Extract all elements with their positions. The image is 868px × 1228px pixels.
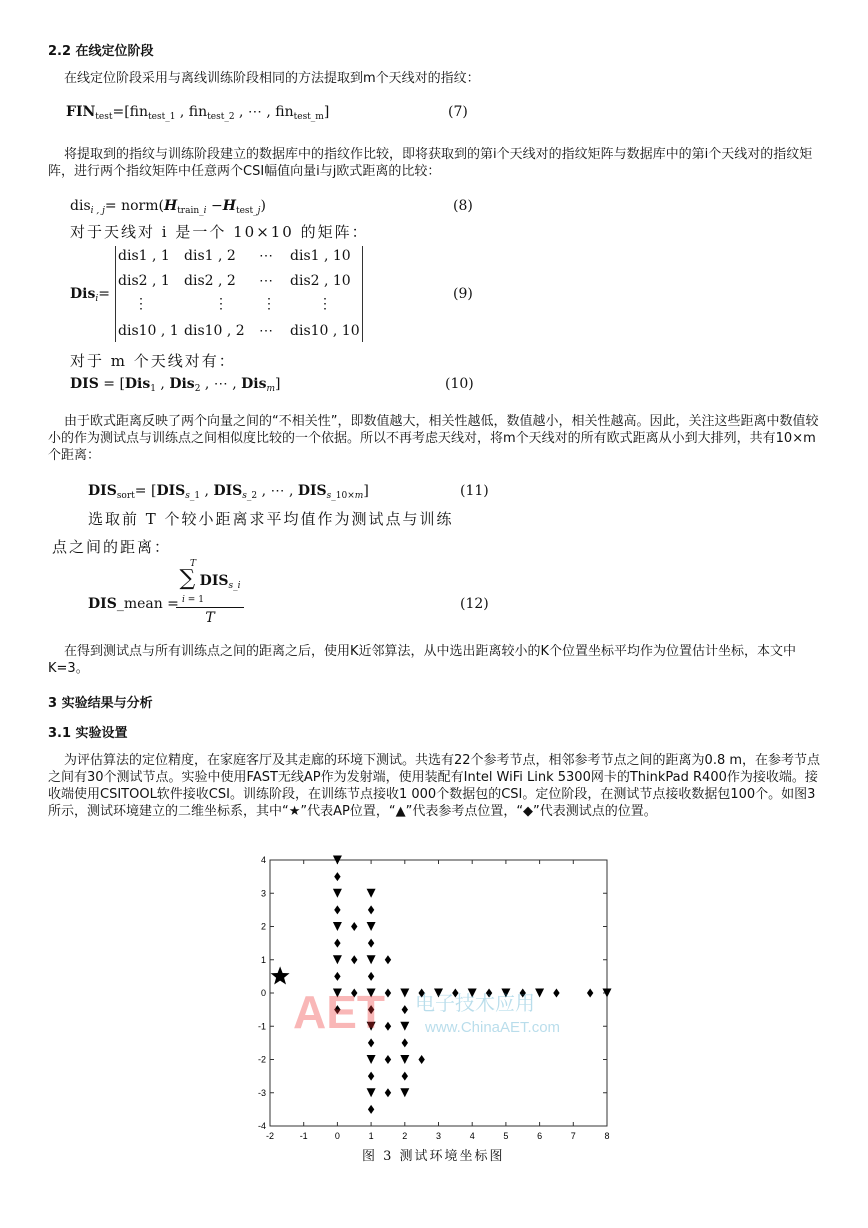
matrix-cell: ⋮ — [262, 296, 276, 312]
y-tick-label: 4 — [260, 855, 266, 865]
reference-point-marker — [367, 922, 376, 931]
test-point-marker — [587, 989, 593, 998]
x-tick-label: 5 — [503, 1131, 509, 1141]
test-point-marker — [385, 1022, 391, 1031]
test-point-marker — [351, 955, 357, 964]
matrix-cell: dis2 , 1 — [118, 273, 170, 289]
test-point-marker — [368, 939, 374, 948]
paragraph-compare: 将提取到的指纹与训练阶段建立的数据库中的指纹作比较，即将获取到的第i个天线对的指纹矩阵与数据库中的第i个天线对的指纹矩阵，进行两个指纹矩阵中任意两个CSI幅值向量i与j欧式距离的比较： — [48, 147, 813, 179]
y-tick-label: 2 — [260, 921, 266, 932]
test-point-marker — [334, 872, 340, 881]
reference-point-marker — [333, 922, 342, 931]
equation-number: (10) — [445, 376, 474, 392]
section-heading-3-1: 3.1 实验设置 — [48, 726, 128, 741]
paragraph-setup: 为评估算法的定位精度，在家庭客厅及其走廊的环境下测试。共选有22个参考节点，相邻参考节点之间的距离为0.8 m，在参考节点之间有30个测试节点。实验中使用FAST无线AP作为发射端，使用装配有Intel WiFi Link 5300网卡的ThinkPad R400作为接收端。接收端使用CSITOOL软件接收CSI。训练阶段，在训练节点接收1 000个数据包的CSI。定位阶段，在测试节点接收数据包100个。如图3所示，测试环境建立的二维坐标系，其中“★”代表AP位置，“▲”代表参考点位置，“◆”代表测试点的位置。 — [48, 753, 821, 819]
x-tick-label: 8 — [604, 1131, 610, 1141]
reference-point-marker — [400, 989, 409, 998]
ap-star-marker — [271, 966, 290, 984]
reference-point-marker — [333, 955, 342, 964]
equation-8: $dis_{i , j}= norm(H_{train\_i} -H_{test\_j})$ — [70, 198, 266, 216]
x-tick-label: 1 — [368, 1131, 374, 1141]
watermark — [293, 986, 560, 1038]
test-point-marker — [385, 955, 391, 964]
y-tick-label: 1 — [260, 954, 266, 965]
test-point-marker — [402, 1072, 408, 1081]
y-tick-label: -2 — [257, 1054, 266, 1065]
select-t-text: 选取前 T 个较小距离求平均值作为测试点与训练 — [88, 510, 454, 528]
x-tick-label: 3 — [435, 1131, 442, 1141]
test-point-marker — [368, 1072, 374, 1081]
matrix-cell: ⋯ — [259, 323, 273, 339]
y-tick-label: -3 — [257, 1087, 266, 1098]
x-tick-label: 4 — [469, 1131, 475, 1141]
equation-11: $DIS_{sort}= [DIS_{s\_1}$ , $DIS_{s\_2}$ , ⋯ , $DIS_{s\_10\times m}$] — [88, 483, 369, 501]
matrix-cell: dis1 , 2 — [184, 248, 236, 264]
paragraph-euclidean: 由于欧式距离反映了两个向量之间的“不相关性”，即数值越大，相关性越低，数值越小，相关性越高。因此，关注这些距离中数值较小的作为测试点与训练点之间相似度比较的一个依据。所以不再考虑天线对，将m个天线对的所有欧式距离从小到大排列，共有10×m个距离： — [48, 414, 819, 463]
antenna-pairs-text: 对于 m 个天线对有： — [70, 352, 236, 370]
matrix-cell: dis2 , 10 — [290, 273, 351, 289]
matrix-cell: ⋯ — [259, 248, 273, 264]
matrix-cell: ⋮ — [214, 296, 228, 312]
equation-12-fraction: T ∑ $DIS_{s\_i}$ i = 1 T — [176, 560, 244, 626]
reference-point-marker — [535, 989, 544, 998]
distance-matrix — [115, 246, 363, 342]
reference-point-marker — [367, 1055, 376, 1064]
test-point-marker — [385, 1088, 391, 1097]
reference-point-marker — [367, 1088, 376, 1097]
test-environment-plot — [255, 850, 625, 1142]
watermark-url: www.ChinaAET.com — [425, 1019, 561, 1036]
equation-10: DIS = [Dis$_1$ , Dis$_2$ , ⋯ , Dis$_m$] — [70, 376, 281, 394]
x-tick-label: 0 — [334, 1131, 340, 1141]
equation-number: (7) — [448, 104, 468, 120]
select-t-text-2: 点之间的距离： — [52, 538, 172, 556]
equation-number: (11) — [460, 483, 489, 499]
matrix-cell: ⋮ — [134, 296, 148, 312]
matrix-cell: ⋯ — [259, 273, 273, 289]
paragraph-knn: 在得到测试点与所有训练点之间的距离之后，使用K近邻算法，从中选出距离较小的K个位置坐标平均作为位置估计坐标，本文中K=3。 — [48, 644, 797, 676]
x-tick-label: -1 — [299, 1131, 308, 1141]
test-point-marker — [553, 989, 559, 998]
matrix-cell: dis2 , 2 — [184, 273, 236, 289]
equation-number: (8) — [453, 198, 473, 214]
test-point-marker — [334, 939, 340, 948]
matrix-cell: ⋮ — [318, 296, 332, 312]
matrix-cell: dis10 , 2 — [184, 323, 245, 339]
paragraph-intro: 在线定位阶段采用与离线训练阶段相同的方法提取到m个天线对的指纹： — [64, 71, 480, 86]
equation-number: (9) — [453, 286, 473, 302]
equation-9-lhs: Dis$_i$= — [70, 286, 110, 304]
equation-number: (12) — [460, 596, 489, 612]
test-point-marker — [385, 1055, 391, 1064]
reference-point-marker — [333, 889, 342, 898]
test-point-marker — [368, 905, 374, 914]
y-tick-label: 0 — [260, 988, 266, 998]
matrix-cell: dis10 , 1 — [118, 323, 179, 339]
y-tick-label: 3 — [260, 888, 266, 899]
test-point-marker — [368, 972, 374, 981]
section-heading-2-2: 2.2 在线定位阶段 — [48, 44, 154, 59]
matrix-cell: dis1 , 1 — [118, 248, 170, 264]
x-tick-label: -2 — [265, 1131, 275, 1141]
x-tick-label: 6 — [537, 1131, 543, 1141]
y-tick-label: -4 — [257, 1121, 266, 1131]
x-tick-label: 7 — [570, 1131, 576, 1141]
matrix-intro-text: 对于天线对 i 是一个 10×10 的矩阵： — [70, 223, 369, 241]
reference-point-marker — [367, 889, 376, 898]
section-heading-3: 3 实验结果与分析 — [48, 696, 153, 711]
watermark-logo: AET — [293, 986, 385, 1038]
watermark-cn: 电子技术应用 — [415, 991, 535, 1015]
test-point-marker — [402, 1038, 408, 1047]
test-point-marker — [385, 989, 391, 998]
reference-point-marker — [367, 955, 376, 964]
test-point-marker — [334, 972, 340, 981]
matrix-cell: dis10 , 10 — [290, 323, 360, 339]
reference-point-marker — [400, 1088, 409, 1097]
test-point-marker — [351, 922, 357, 931]
test-point-marker — [368, 1105, 374, 1114]
test-point-marker — [334, 905, 340, 914]
test-point-marker — [402, 1005, 408, 1014]
reference-point-marker — [400, 1055, 409, 1064]
test-point-marker — [418, 1055, 424, 1064]
y-tick-label: -1 — [257, 1021, 266, 1032]
matrix-cell: dis1 , 10 — [290, 248, 351, 264]
x-tick-label: 2 — [402, 1131, 408, 1141]
equation-12-lhs: DIS_mean = — [88, 596, 179, 612]
reference-point-marker — [400, 1022, 409, 1031]
equation-7: $FIN_{test}=[fin_{test\_1}$ , fin$_{test\_2}$ , ⋯ , fin$_{test\_m}$] — [66, 104, 330, 122]
test-point-marker — [368, 1038, 374, 1047]
figure-caption: 图 3 测试环境坐标图 — [362, 1149, 505, 1164]
